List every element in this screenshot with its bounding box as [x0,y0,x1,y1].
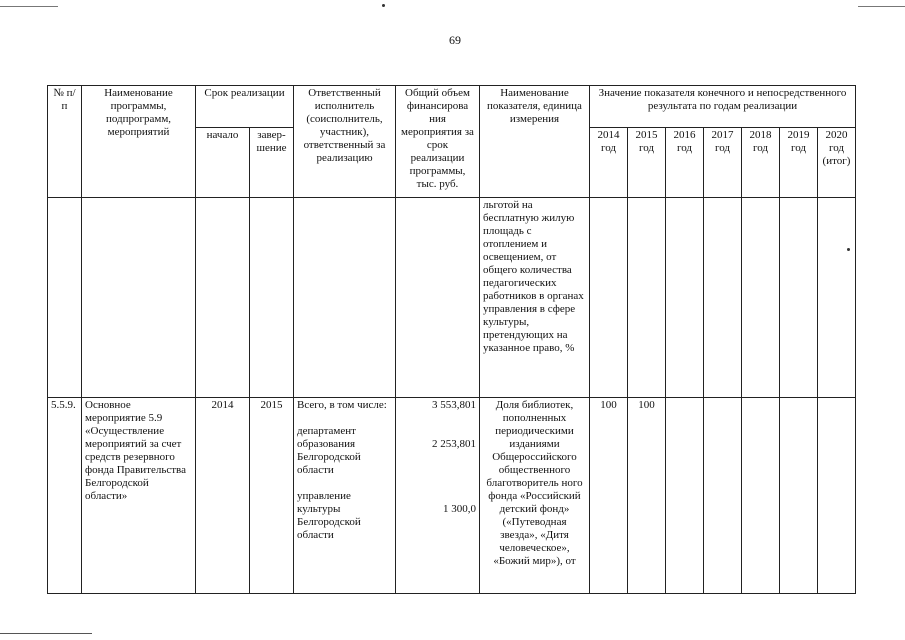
cell-empty [704,198,742,398]
row-start: 2014 [196,398,250,594]
cell-empty [742,398,780,594]
row-num: 5.5.9. [48,398,82,594]
fund-dept-education: 2 253,801 [432,438,476,450]
cell-empty [628,198,666,398]
header-year-2015: 2015 год [628,128,666,198]
resp-total: Всего, в том числе: [297,399,387,411]
row-val-2014: 100 [590,398,628,594]
fund-total: 3 553,801 [432,399,476,411]
header-year-2018: 2018 год [742,128,780,198]
table-row [48,398,856,594]
header-num: № п/п [48,86,82,198]
program-table [47,85,856,594]
header-year-2020: 2020 год (итог) [818,128,856,198]
page-number: 69 [449,33,461,47]
resp-dept-education: департамент образования Белгородской области [297,425,361,476]
cell-empty [396,198,480,398]
continuation-indicator: льготой на бесплатную жилую площадь с отоплением и освещением, от общего количества педагогических работников в органах управления в сфере культуры, претендующих на указанное право, % [480,198,590,398]
scan-speck [382,4,385,7]
header-year-2017: 2017 год [704,128,742,198]
cell-empty [294,198,396,398]
header-row [48,86,856,128]
cell-empty [704,398,742,594]
header-funding: Общий объем финансирова ния мероприятия за срок реализации программы, тыс. руб. [396,86,480,198]
header-values-group: Значение показателя конечного и непосредственного результата по годам реализации [590,86,856,128]
row-indicator: Доля библиотек, пополненных периодическими изданиями Общероссийского общественного благотворитель ного фонда «Российский детский фонд» («Путеводная звезда», «Дитя человеческое», «Божий мир»), от [480,398,590,594]
cell-empty [818,398,856,594]
cell-empty [818,198,856,398]
cell-empty [196,198,250,398]
header-year-2016: 2016 год [666,128,704,198]
header-responsible: Ответственный исполнитель (соисполнитель, участник), ответственный за реализацию [294,86,396,198]
cell-empty [742,198,780,398]
cell-empty [590,198,628,398]
row-responsible [294,398,396,594]
header-year-2014: 2014 год [590,128,628,198]
header-year-2019: 2019 год [780,128,818,198]
header-end: завер-шение [250,128,294,198]
top-rule-left [0,6,58,7]
row-end: 2015 [250,398,294,594]
cell-empty [780,198,818,398]
header-name: Наименование программы, подпрограмм, мероприятий [82,86,196,198]
header-indicator: Наименование показателя, единица измерения [480,86,590,198]
fund-dept-culture: 1 300,0 [443,503,476,515]
row-val-2015: 100 [628,398,666,594]
cell-empty [666,398,704,594]
bottom-rule-left [0,633,92,634]
header-start: начало [196,128,250,198]
cell-empty [780,398,818,594]
cell-empty [48,198,82,398]
top-rule-right [858,6,905,7]
cell-empty [250,198,294,398]
resp-dept-culture: управление культуры Белгородской области [297,490,361,541]
table-row [48,198,856,398]
row-name: Основное мероприятие 5.9 «Осуществление мероприятий за счет средств резервного фонда Правительства Белгородской области» [82,398,196,594]
cell-empty [666,198,704,398]
cell-empty [82,198,196,398]
header-period: Срок реализации [196,86,294,128]
row-funding [396,398,480,594]
